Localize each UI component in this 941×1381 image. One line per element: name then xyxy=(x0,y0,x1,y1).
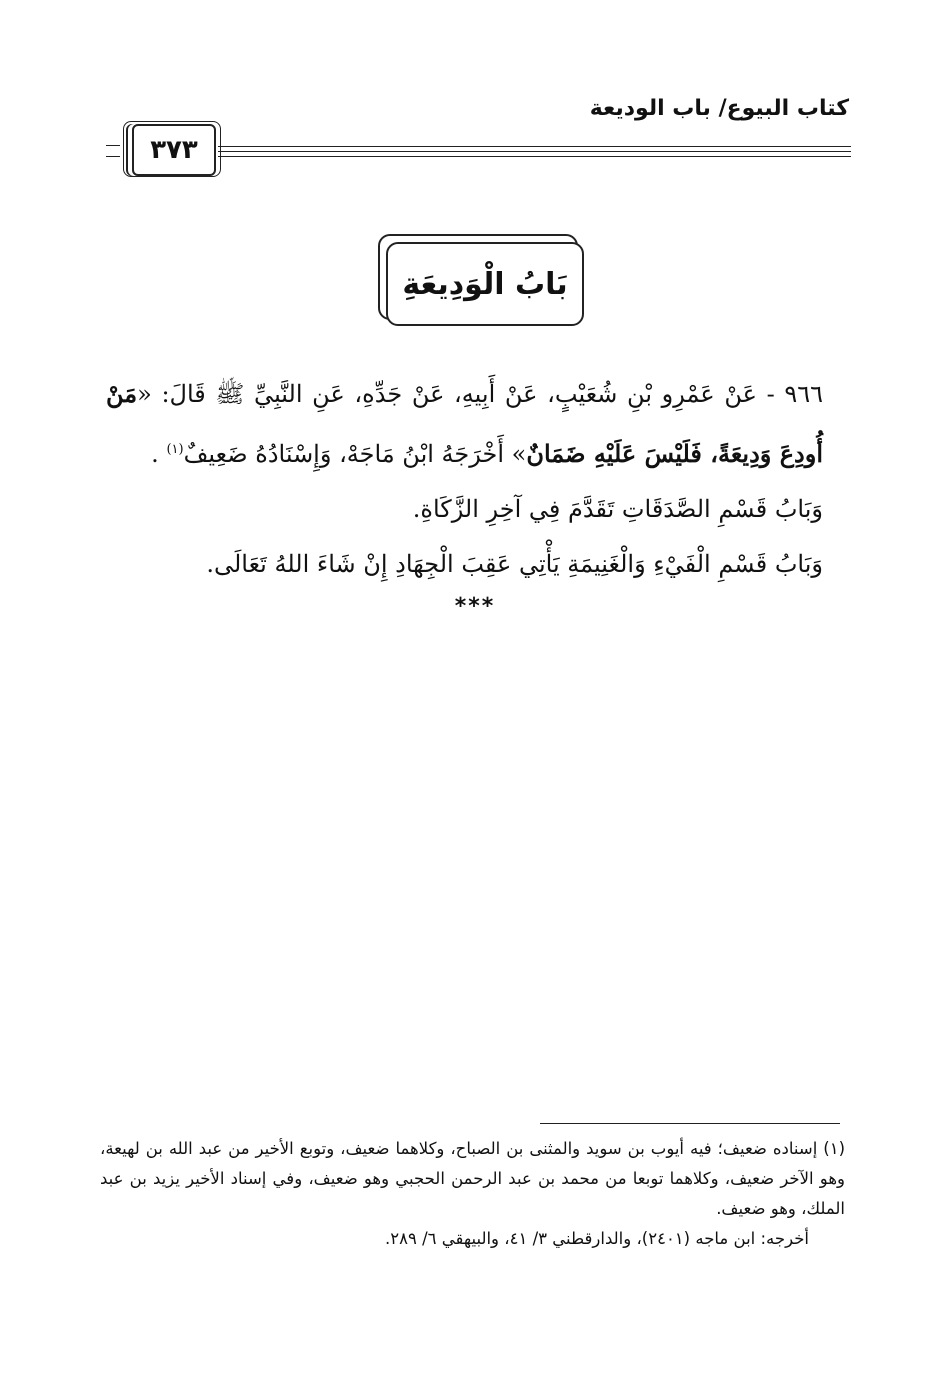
header-rule xyxy=(218,146,851,160)
header-rule-line xyxy=(218,146,851,147)
section-separator: *** xyxy=(454,594,496,619)
main-text xyxy=(106,366,823,592)
hadith-966 xyxy=(106,366,823,482)
page-number: ٣٧٣ xyxy=(132,124,216,176)
footnote-1-takhrij: أخرجه: ابن ماجه (٢٤٠١)، والدارقطني ٣/ ٤١، والبيهقي ٦/ ٢٨٩. xyxy=(385,1229,809,1248)
running-title: كتاب البيوع/ باب الوديعة xyxy=(589,96,849,121)
chapter-title: بَابُ الْوَدِيعَةِ xyxy=(402,266,568,302)
hadith-takhrij: » أَخْرَجَهُ ابْنُ مَاجَهْ، وَإِسْنَادُهُ ضَعِيفٌ xyxy=(183,440,527,468)
header-rule-line xyxy=(218,151,851,152)
chapter-title-frame xyxy=(386,242,584,326)
header-ornament-dash xyxy=(106,145,120,157)
footnote-1-text: (١) إسناده ضعيف؛ فيه أيوب بن سويد والمثنى بن الصباح، وكلاهما ضعيف، وتوبع الأخير من عبد الله بن لهيعة، وهو الآخر ضعيف، وكلاهما توبعا من محمد بن عبد الرحمن الحجبي وهو ضعيف، وفي إسناد الأخير يزيد بن عبد الملك، وهو ضعيف. xyxy=(100,1139,845,1218)
footnote-reference[interactable]: (١) xyxy=(166,442,184,457)
note-fay-chapter: وَبَابُ قَسْمِ الْفَيْءِ وَالْغَنِيمَةِ يَأْتِي عَقِبَ الْجِهَادِ إِنْ شَاءَ اللهُ تَعَالَى. xyxy=(206,550,823,578)
footnote-rule xyxy=(540,1123,840,1124)
hadith-matn: مَنْ أُودِعَ وَدِيعَةً، فَلَيْسَ عَلَيْهِ ضَمَانٌ xyxy=(106,379,823,468)
hadith-isnad: ٩٦٦ - عَنْ عَمْرِو بْنِ شُعَيْبٍ، عَنْ أَبِيهِ، عَنْ جَدِّهِ، عَنِ النَّبِيِّ ﷺ قَالَ: « xyxy=(137,380,823,408)
header-rule-line xyxy=(218,156,851,157)
hadith-end: . xyxy=(151,440,167,468)
footnotes xyxy=(100,1134,845,1254)
note-sadaqat-chapter: وَبَابُ قَسْمِ الصَّدَقَاتِ تَقَدَّمَ فِي آخِرِ الزَّكَاةِ. xyxy=(412,495,823,523)
